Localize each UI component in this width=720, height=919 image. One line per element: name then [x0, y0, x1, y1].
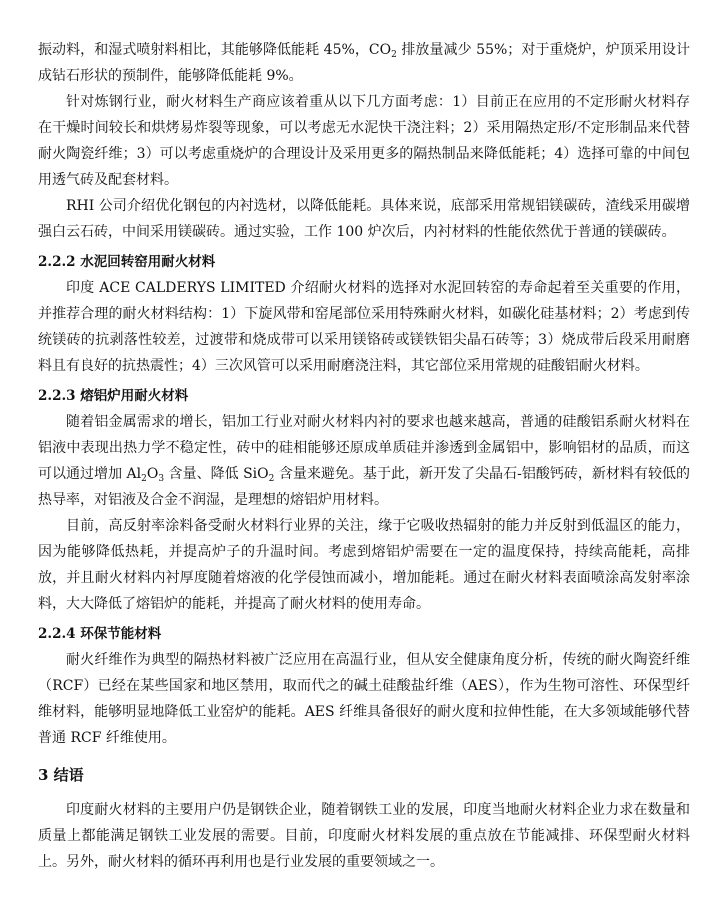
- text-span: O: [146, 466, 159, 482]
- paragraph-energy-savings: [38, 37, 690, 89]
- subsection-heading-cement-kiln: 2.2.2 水泥回转窑用耐火材料: [38, 254, 216, 270]
- paragraph-rhi-ladle: RHI 公司介绍优化钢包的内衬选材，以降低能耗。具体来说，底部采用常规铝镁碳砖，渣线采用碳增强白云石砖，中间采用镁碳砖。通过实验，工作 100 炉次后，内衬材料的性能依然优于普通的镁碳砖。: [38, 198, 690, 240]
- subsection-heading-eco-materials: 2.2.4 环保节能材料: [38, 626, 162, 642]
- subscript: 2: [141, 474, 147, 484]
- paragraph-aluminum-furnace: [38, 409, 690, 513]
- subsection-heading-aluminum-furnace: 2.2.3 熔铝炉用耐火材料: [38, 388, 189, 404]
- paragraph-reflective-coating: 目前，高反射率涂料备受耐火材料行业界的关注，缘于它吸收热辐射的能力并反射到低温区的能力，因为能够降低热耗，并提高炉子的升温时间。考虑到熔铝炉需要在一定的温度保持，持续高能耗，高排放，并且耐火材料内衬厚度随着熔液的化学侵蚀而减小，增加能耗。通过在耐火材料表面喷涂高发射率涂料，大大降低了熔铝炉的能耗，并提高了耐火材料的使用寿命。: [38, 518, 690, 612]
- text-span: 含量来避免。基于此，新开发了尖晶石-铝酸钙砖，新材料有较低的热导率，对铝液及合金不润湿，是理想的熔铝炉用材料。: [38, 466, 690, 508]
- paragraph-cement-kiln: 印度 ACE CALDERYS LIMITED 介绍耐火材料的选择对水泥回转窑的寿命起着至关重要的作用，并推荐合理的耐火材料结构：1）下旋风带和窑尾部位采用特殊耐火材料，如碳化硅基材料；2）考虑到传统镁砖的抗剥落性较差，过渡带和烧成带可以采用镁铬砖或镁铁铝尖晶石砖等；3）烧成带后段采用耐磨料且有良好的抗热震性；4）三次风管可以采用耐磨浇注料，其它部位采用常规的硅酸铝耐火材料。: [38, 280, 690, 374]
- text-span: 含量、降低 SiO: [164, 466, 269, 482]
- paragraph-steel-industry: 针对炼钢行业，耐火材料生产商应该着重从以下几方面考虑：1）目前正在应用的不定形耐火材料存在干燥时间较长和烘烤易炸裂等现象，可以考虑无水泥快干浇注料；2）采用隔热定形/不定形制品来代替耐火陶瓷纤维；3）可以考虑重烧炉的合理设计及采用更多的隔热制品来降低能耗；4）选择可靠的中间包用透气砖及配套材料。: [38, 94, 690, 188]
- text-span: 振动料，和湿式喷射料相比，其能够降低能耗 45%，CO: [38, 42, 392, 58]
- section-heading-conclusion: 3 结语: [38, 766, 84, 784]
- subscript: 3: [158, 474, 165, 484]
- subscript: 2: [268, 474, 275, 484]
- subscript: 2: [391, 50, 397, 60]
- page-body: [38, 37, 690, 875]
- paragraph-conclusion: 印度耐火材料的主要用户仍是钢铁企业，随着钢铁工业的发展，印度当地耐火材料企业力求在数量和质量上都能满足钢铁工业发展的需要。目前，印度耐火材料发展的重点放在节能减排、环保型耐火材料上。另外，耐火材料的循环再利用也是行业发展的重要领域之一。: [38, 802, 690, 870]
- text-span: 随着铝金属需求的增长，铝加工行业对耐火材料内衬的要求也越来越高，普通的硅酸铝系耐火材料在铝液中表现出热力学不稳定性，砖中的硅相能够还原成单质硅并渗透到金属铝中，影响铝材的品质，而这可以通过增加 Al: [38, 414, 690, 482]
- paragraph-fiber-materials: 耐火纤维作为典型的隔热材料被广泛应用在高温行业，但从安全健康角度分析，传统的耐火陶瓷纤维（RCF）已经在某些国家和地区禁用，取而代之的碱土硅酸盐纤维（AES），作为生物可溶性、环保型纤维材料，能够明显地降低工业窑炉的能耗。AES 纤维具备很好的耐火度和拉伸性能，在大多领域能够代替普通 RCF 纤维使用。: [38, 652, 690, 746]
- text-span: 排放量减少 55%；对于重烧炉，炉顶采用设计成钻石形状的预制件，能够降低能耗 9%。: [38, 42, 690, 84]
